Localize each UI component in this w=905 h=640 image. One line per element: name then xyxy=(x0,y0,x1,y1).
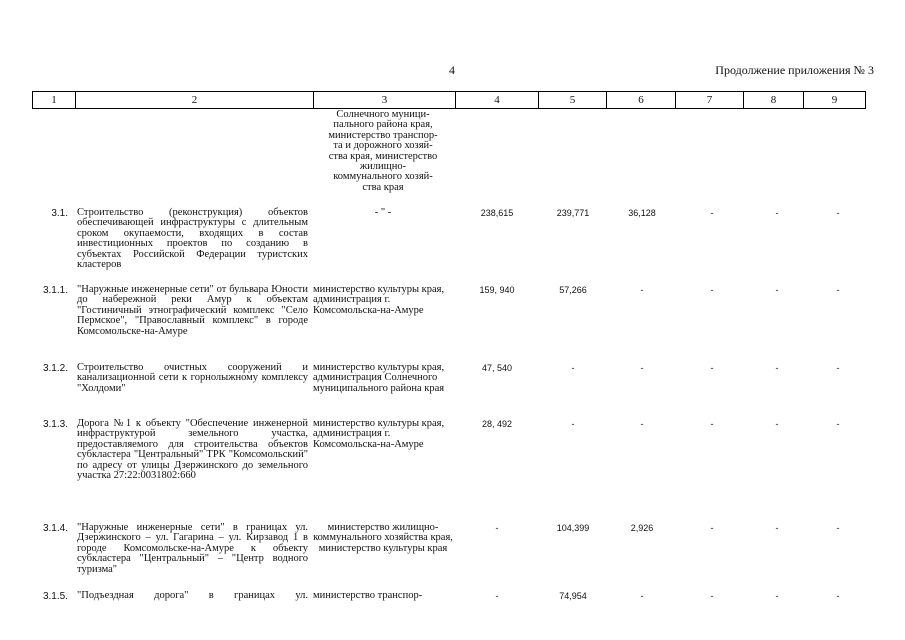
value-col5: 74,954 xyxy=(559,591,587,601)
column-header: 2 xyxy=(76,92,314,109)
executor-cell: министерство культуры края, администрация г. Комсомольска-на-Амуре xyxy=(313,418,445,450)
row-number: 3.1.5. xyxy=(42,591,68,602)
row-number: 3.1.1. xyxy=(42,285,68,296)
value-col6: - xyxy=(640,591,644,601)
row-name: "Наружные инженерные сети" от бульвара Юности до набережной реки Амур к объектам "Гостиничный этнографический комплекс "Село Пермское", "Православный комплекс" в городе Комсомольске-на-Амуре xyxy=(77,284,308,337)
row-number: 3.1.2. xyxy=(42,363,68,374)
value-col4: - xyxy=(495,523,499,533)
value-col8: - xyxy=(775,285,779,295)
row-number: 3.1.3. xyxy=(42,419,68,430)
value-col8: - xyxy=(775,591,779,601)
value-col5: 104,399 xyxy=(556,523,590,533)
row-name: "Наружные инженерные сети" в границах ул. Дзержинского – ул. Гагарина – ул. Кирзавод 1 в городе Комсомольске-на-Амуре к объекту субкластера "Центральный" – "Центр водного туризма" xyxy=(77,522,308,575)
value-col4: 159, 940 xyxy=(479,285,515,295)
executor-cell: министерство жилищно-коммунального хозяйства края, министерство культуры края xyxy=(313,522,453,554)
column-header: 8 xyxy=(744,92,804,109)
value-col7: - xyxy=(710,523,714,533)
value-col5: 57,266 xyxy=(559,285,587,295)
value-col5: - xyxy=(571,419,575,429)
value-col9: - xyxy=(836,591,840,601)
value-col7: - xyxy=(710,363,714,373)
value-col7: - xyxy=(710,591,714,601)
value-col6: 36,128 xyxy=(628,208,656,218)
value-col9: - xyxy=(836,285,840,295)
value-col9: - xyxy=(836,363,840,373)
row-name: Строительство очистных сооружений и канализационной сети к горнолыжному комплексу "Холдоми" xyxy=(77,362,308,394)
appendix-label: Продолжение приложения № 3 xyxy=(715,63,874,77)
value-col9: - xyxy=(836,419,840,429)
row-name: Дорога №1 к объекту "Обеспечение инженерной инфраструктурой земельного участка, предоставляемого для строительства объектов субкластера "Центральный" ТРК "Комсомольский" по адресу от улицы Дзержинского до земельного участка 27:22:0031802:660 xyxy=(77,418,308,482)
value-col6: - xyxy=(640,285,644,295)
value-col4: 28, 492 xyxy=(481,419,513,429)
value-col4: 47, 540 xyxy=(481,363,513,373)
column-header: 3 xyxy=(314,92,456,109)
column-header: 6 xyxy=(607,92,676,109)
value-col7: - xyxy=(710,419,714,429)
value-col4: - xyxy=(495,591,499,601)
executor-cell: министерство транспор- xyxy=(313,590,423,601)
page-number: 4 xyxy=(449,63,455,77)
executor-cell: - " - xyxy=(374,207,392,218)
column-header: 4 xyxy=(456,92,539,109)
value-col5: - xyxy=(571,363,575,373)
value-col8: - xyxy=(775,419,779,429)
row-name: "Подъездная дорога" в границах ул. xyxy=(77,590,308,601)
column-header: 9 xyxy=(804,92,866,109)
row-number: 3.1. xyxy=(51,208,68,219)
value-col6: 2,926 xyxy=(630,523,654,533)
column-header: 5 xyxy=(539,92,607,109)
column-header: 7 xyxy=(676,92,744,109)
value-col9: - xyxy=(836,523,840,533)
value-col7: - xyxy=(710,285,714,295)
executor-cell: Солнечного муници- пального района края, министерство транспор- та и дорожного хозяй- ства края, министерство жилищно- коммунального хозяй- ства края xyxy=(328,109,438,193)
value-col6: - xyxy=(640,419,644,429)
column-header: 1 xyxy=(33,92,76,109)
value-col8: - xyxy=(775,363,779,373)
value-col4: 238,615 xyxy=(480,208,514,218)
column-header-table xyxy=(32,91,866,109)
value-col5: 239,771 xyxy=(556,208,590,218)
executor-cell: министерство культуры края, администрация г. Комсомольска-на-Амуре xyxy=(313,284,445,316)
value-col7: - xyxy=(710,208,714,218)
row-number: 3.1.4. xyxy=(42,523,68,534)
value-col8: - xyxy=(775,208,779,218)
value-col8: - xyxy=(775,523,779,533)
value-col6: - xyxy=(640,363,644,373)
executor-cell: министерство культуры края, администрация Солнечного муниципального района края xyxy=(313,362,445,394)
value-col9: - xyxy=(836,208,840,218)
row-name: Строительство (реконструкция) объектов обеспечивающей инфраструктуры с длительным сроком окупаемости, входящих в состав инвестиционных проектов по созданию в субъектах Российской Федерации туристских кластеров xyxy=(77,207,308,271)
